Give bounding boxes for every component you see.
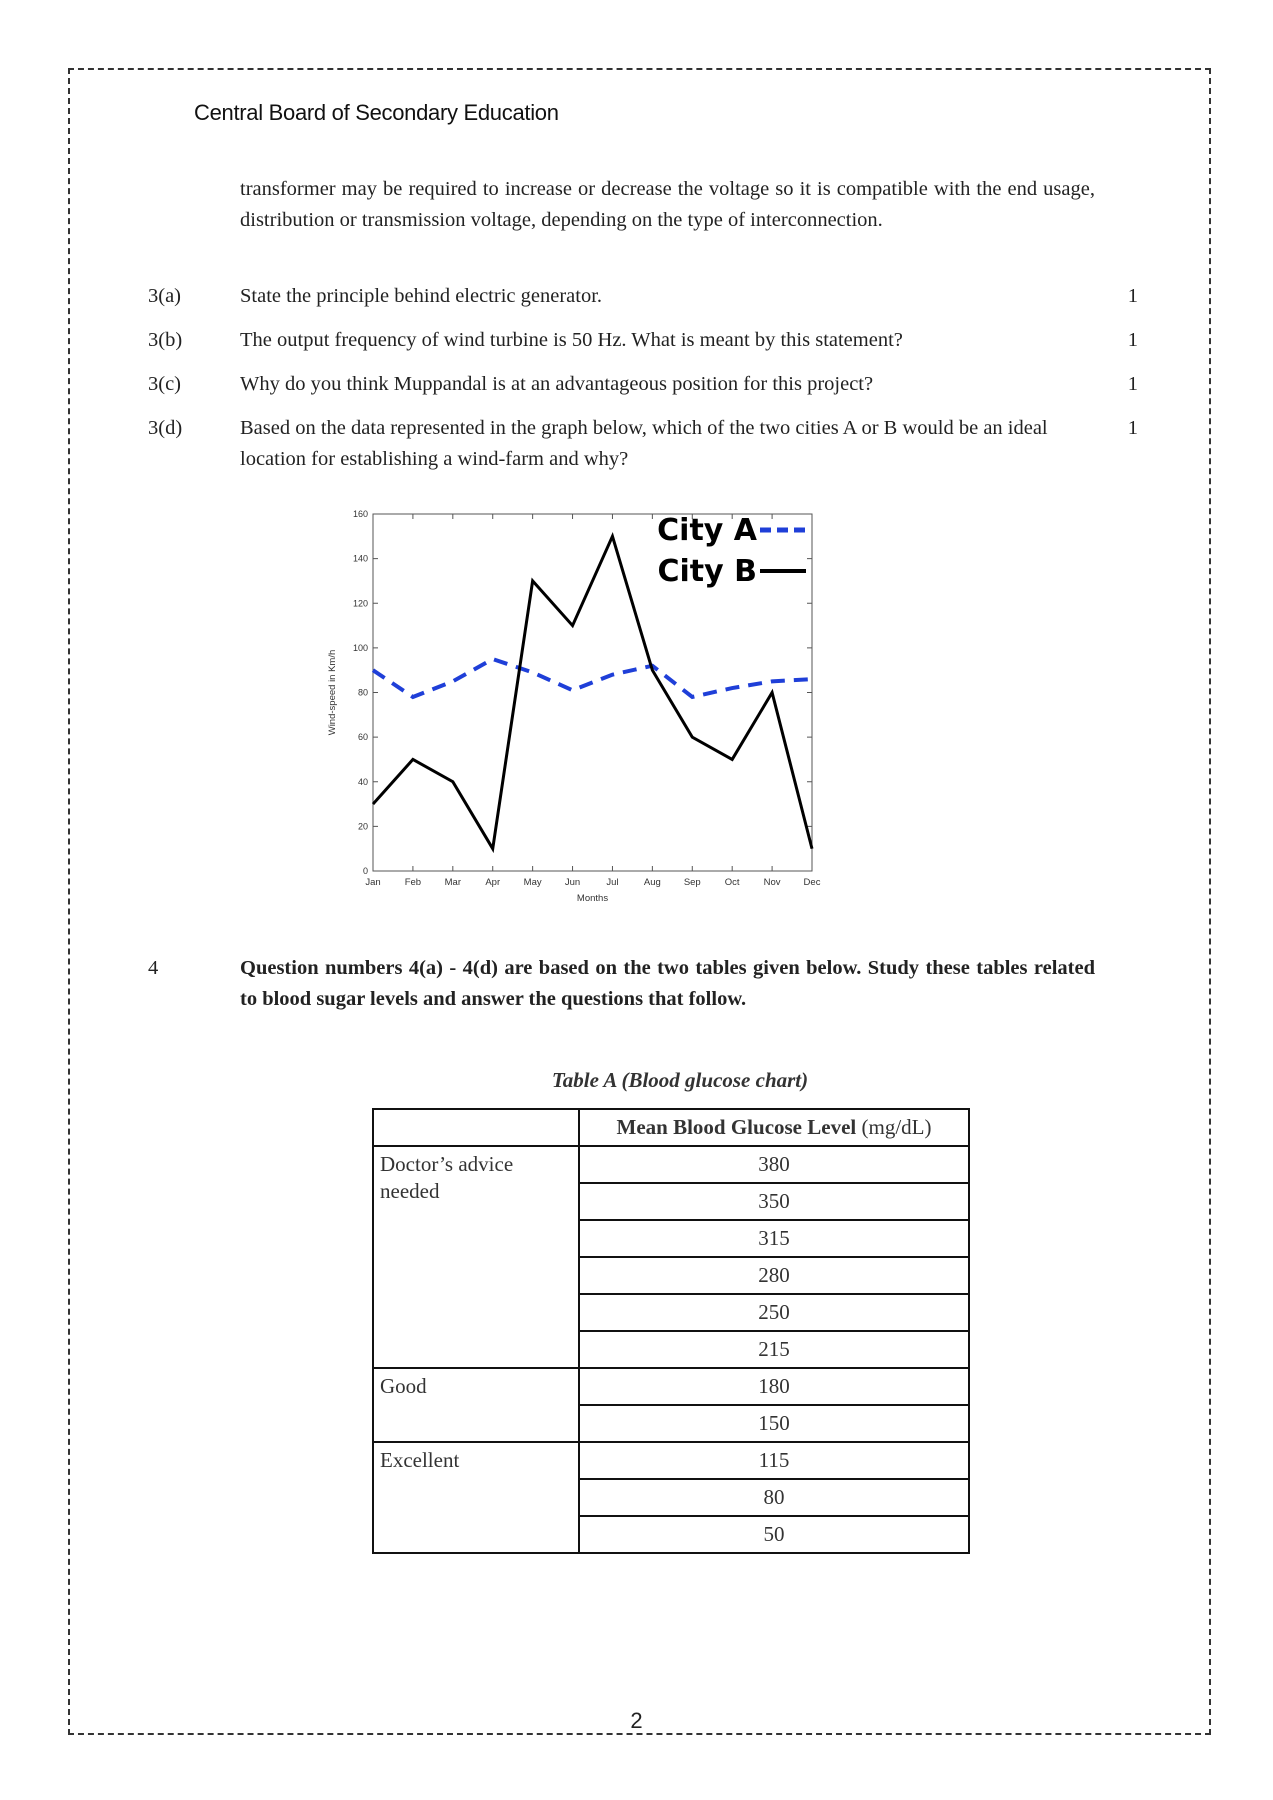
value-cell: 115 — [579, 1442, 969, 1479]
value-cell: 350 — [579, 1183, 969, 1220]
category-cell: Doctor’s advice needed — [373, 1146, 579, 1368]
value-cell: 150 — [579, 1405, 969, 1442]
y-tick-label: 40 — [357, 776, 368, 787]
blood-glucose-table — [372, 1108, 970, 1554]
wind-speed-chart — [310, 500, 910, 920]
x-tick-label: Sep — [683, 877, 701, 888]
x-tick-label: Jun — [564, 877, 581, 888]
page-number: 2 — [630, 1708, 643, 1733]
value-cell: 280 — [579, 1257, 969, 1294]
table-row — [373, 1442, 969, 1479]
y-tick-label: 140 — [352, 553, 368, 564]
question-number: 3(a) — [148, 285, 182, 307]
question-marks: 1 — [1127, 417, 1138, 439]
question-number: 3(d) — [148, 417, 183, 439]
series-line-city-a — [373, 659, 812, 697]
x-tick-label: Mar — [444, 877, 462, 888]
x-tick-label: Jul — [606, 877, 619, 888]
x-tick-label: Jan — [365, 877, 381, 888]
table-caption: Table A (Blood glucose chart) — [551, 1068, 809, 1092]
category-cell: Good — [373, 1368, 579, 1442]
x-axis-label: Months — [576, 893, 609, 904]
y-tick-label: 0 — [362, 866, 368, 876]
x-tick-label: Apr — [485, 877, 501, 888]
value-cell: 250 — [579, 1294, 969, 1331]
question-number: 3(c) — [148, 373, 182, 395]
x-tick-label: Aug — [643, 877, 661, 888]
y-tick-label: 120 — [352, 598, 368, 609]
x-tick-label: Oct — [724, 877, 740, 888]
y-tick-label: 80 — [357, 687, 368, 698]
value-cell: 215 — [579, 1331, 969, 1368]
x-tick-label: Dec — [803, 877, 821, 888]
y-tick-label: 100 — [352, 642, 368, 653]
table-header-row — [373, 1109, 969, 1146]
table-row — [373, 1368, 969, 1405]
empty-header-cell — [373, 1109, 579, 1146]
intro-paragraph: transformer may be required to increase or decrease the voltage so it is compatible with the end usage, distribution or transmission voltage, depending on the type of interconnection. — [240, 178, 1095, 231]
value-cell: 80 — [579, 1479, 969, 1516]
question-marks: 1 — [1127, 329, 1138, 351]
column-header — [579, 1109, 969, 1146]
y-tick-label: 160 — [352, 509, 368, 519]
category-cell: Excellent — [373, 1442, 579, 1553]
question-number: 4 — [148, 957, 159, 979]
header-label: Mean Blood Glucose Level — [616, 1115, 857, 1139]
question-number: 3(b) — [148, 329, 183, 351]
page-header: Central Board of Secondary Education — [194, 100, 559, 125]
value-cell: 380 — [579, 1146, 969, 1183]
question-text: State the principle behind electric generator. — [240, 285, 603, 307]
question-marks: 1 — [1127, 285, 1138, 307]
value-cell: 315 — [579, 1220, 969, 1257]
x-tick-label: May — [523, 877, 542, 888]
y-tick-label: 60 — [357, 732, 368, 743]
x-tick-label: Feb — [404, 877, 422, 888]
question-text: Why do you think Muppandal is at an advantageous position for this project? — [240, 373, 874, 395]
y-tick-label: 20 — [357, 821, 368, 832]
question-text: Based on the data represented in the graph below, which of the two cities A or B would be an ideal location for establishing a wind-farm and why? — [240, 417, 1048, 470]
header-unit: (mg/dL) — [856, 1115, 932, 1139]
question-text: The output frequency of wind turbine is 50 Hz. What is meant by this statement? — [240, 329, 903, 351]
y-axis-label: Wind-speed in Km/h — [327, 649, 338, 736]
value-cell: 180 — [579, 1368, 969, 1405]
question-marks: 1 — [1127, 373, 1138, 395]
x-tick-label: Nov — [763, 877, 781, 888]
legend-label: City B — [657, 554, 757, 589]
table-row — [373, 1146, 969, 1183]
question-text: Question numbers 4(a) - 4(d) are based on the two tables given below. Study these tables related to blood sugar levels and answer the questions that follow. — [240, 957, 1095, 1010]
value-cell: 50 — [579, 1516, 969, 1553]
legend-label: City A — [657, 513, 757, 548]
